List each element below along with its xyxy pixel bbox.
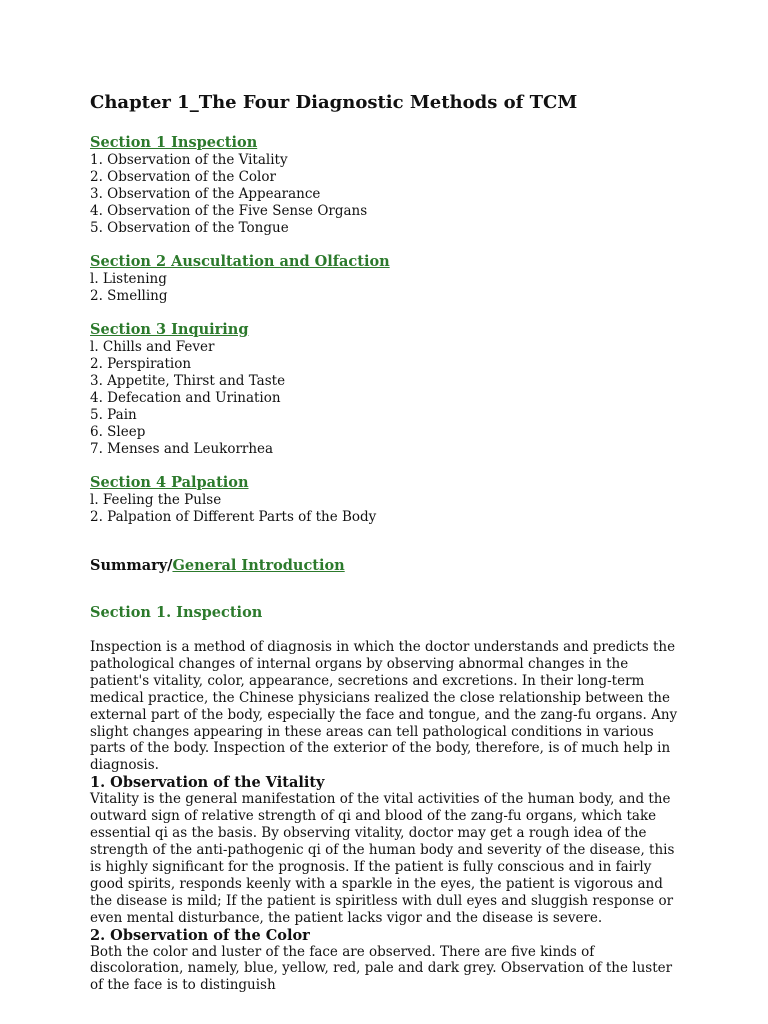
toc-section-palpation <box>90 472 680 526</box>
list-item: l. Chills and Fever <box>90 339 215 355</box>
general-introduction-link[interactable]: General Introduction <box>172 557 345 574</box>
list-item: 3. Observation of the Appearance <box>90 186 321 202</box>
section-4-palpation-link[interactable]: Section 4 Palpation <box>90 474 249 491</box>
section-2-auscultation-link[interactable]: Section 2 Auscultation and Olfaction <box>90 253 390 270</box>
list-item: 2. Observation of the Color <box>90 169 276 185</box>
list-item: 5. Observation of the Tongue <box>90 220 289 236</box>
section-heading: Section 1. Inspection <box>90 604 263 621</box>
section-3-inquiring-link[interactable]: Section 3 Inquiring <box>90 321 249 338</box>
toc-section-auscultation <box>90 251 680 305</box>
list-item: 5. Pain <box>90 407 137 423</box>
table-of-contents <box>90 132 680 526</box>
toc-list <box>90 271 680 305</box>
color-heading: 2. Observation of the Color <box>90 926 310 944</box>
list-item: 2. Perspiration <box>90 356 192 372</box>
summary-label: Summary/ <box>90 557 173 574</box>
toc-list <box>90 152 680 237</box>
page-title: Chapter 1_The Four Diagnostic Methods of TCM <box>90 92 578 113</box>
inspection-intro-paragraph: Inspection is a method of diagnosis in which the doctor understands and predicts the pathological changes of internal organs by observing abnormal changes in the patient's vitality, color, appearance, secretions and excretions. In their long-term medical practice, the Chinese physicians realized the close relationship between the external part of the body, especially the face and tongue, and the zang-fu organs. Any slight changes appearing in these areas can tell pathological conditions in various parts of the body. Inspection of the exterior of the body, therefore, is of much help in diagnosis. <box>90 639 678 774</box>
list-item: 2. Smelling <box>90 288 168 304</box>
list-item: 1. Observation of the Vitality <box>90 152 288 168</box>
toc-list <box>90 339 680 458</box>
toc-list <box>90 492 680 526</box>
vitality-paragraph: Vitality is the general manifestation of the vital activities of the human body, and the outward sign of relative strength of qi and blood of the zang-fu organs, which take essential qi as the basis. By observing vitality, doctor may get a rough idea of the strength of the anti-pathogenic qi of the human body and severity of the disease, this is highly significant for the prognosis. If the patient is fully conscious and in fairly good spirits, responds keenly with a sparkle in the eyes, the patient is vigorous and the disease is mild; If the patient is spiritless with dull eyes and sluggish response or even mental disturbance, the patient lacks vigor and the disease is severe. <box>90 791 675 926</box>
list-item: 2. Palpation of Different Parts of the Body <box>90 509 377 525</box>
list-item: 4. Observation of the Five Sense Organs <box>90 203 368 219</box>
list-item: l. Feeling the Pulse <box>90 492 222 508</box>
document-page <box>90 90 680 994</box>
list-item: 6. Sleep <box>90 424 146 440</box>
list-item: 3. Appetite, Thirst and Taste <box>90 373 286 389</box>
toc-section-inquiring <box>90 319 680 458</box>
color-paragraph: Both the color and luster of the face are observed. There are five kinds of discoloration, namely, blue, yellow, red, pale and dark grey. Observation of the luster of the face is to distinguish <box>90 943 673 994</box>
list-item: l. Listening <box>90 271 167 287</box>
summary-line <box>90 556 680 576</box>
toc-section-inspection <box>90 132 680 237</box>
list-item: 7. Menses and Leukorrhea <box>90 441 274 457</box>
vitality-heading: 1. Observation of the Vitality <box>90 774 325 792</box>
section-1-inspection-link[interactable]: Section 1 Inspection <box>90 134 258 151</box>
list-item: 4. Defecation and Urination <box>90 390 281 406</box>
